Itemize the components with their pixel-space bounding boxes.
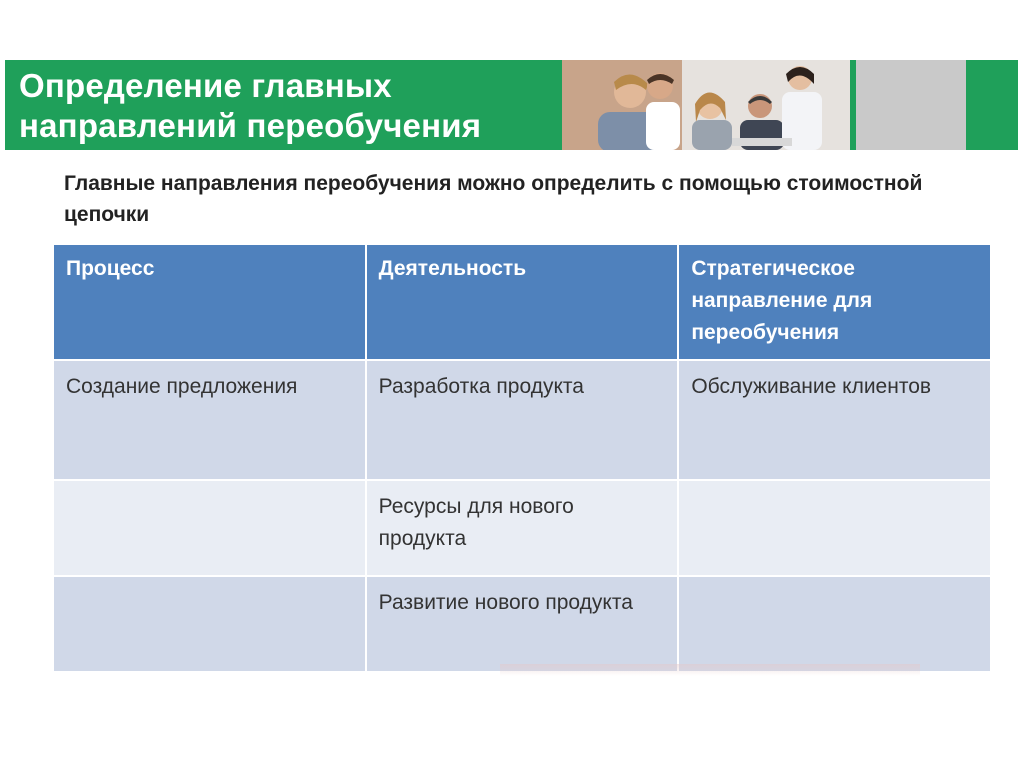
- table-header-process: Процесс: [53, 244, 366, 360]
- header-photo: [562, 60, 850, 150]
- table-header-activity: Деятельность: [366, 244, 679, 360]
- table-cell: [53, 480, 366, 576]
- table-row: [53, 480, 991, 576]
- slide-title-line2: направлений переобучения: [19, 107, 482, 144]
- table-header-row: [53, 244, 991, 360]
- table-cell: Ресурсы для нового продукта: [366, 480, 679, 576]
- slide-title-line1: Определение главных: [19, 67, 392, 104]
- header-gray-block: [856, 60, 966, 150]
- table-cell: Создание предложения: [53, 360, 366, 480]
- value-chain-table: [52, 243, 992, 673]
- table-cell: Развитие нового продукта: [366, 576, 679, 672]
- table-row: [53, 360, 991, 480]
- header-banner: [5, 60, 1018, 150]
- table-cell: Обслуживание клиентов: [678, 360, 991, 480]
- decorative-shadow: [500, 664, 920, 676]
- people-photo-icon: [562, 60, 850, 150]
- table-cell: [53, 576, 366, 672]
- header-green-end: [970, 60, 1018, 150]
- table-cell: Разработка продукта: [366, 360, 679, 480]
- table-header-strategy: Стратегическое направление для переобучения: [678, 244, 991, 360]
- slide-subtitle: Главные направления переобучения можно определить с помощью стоимостной цепочки: [64, 172, 923, 226]
- table-cell: [678, 480, 991, 576]
- slide-title: [19, 66, 579, 146]
- table-row: [53, 576, 991, 672]
- table-cell: [678, 576, 991, 672]
